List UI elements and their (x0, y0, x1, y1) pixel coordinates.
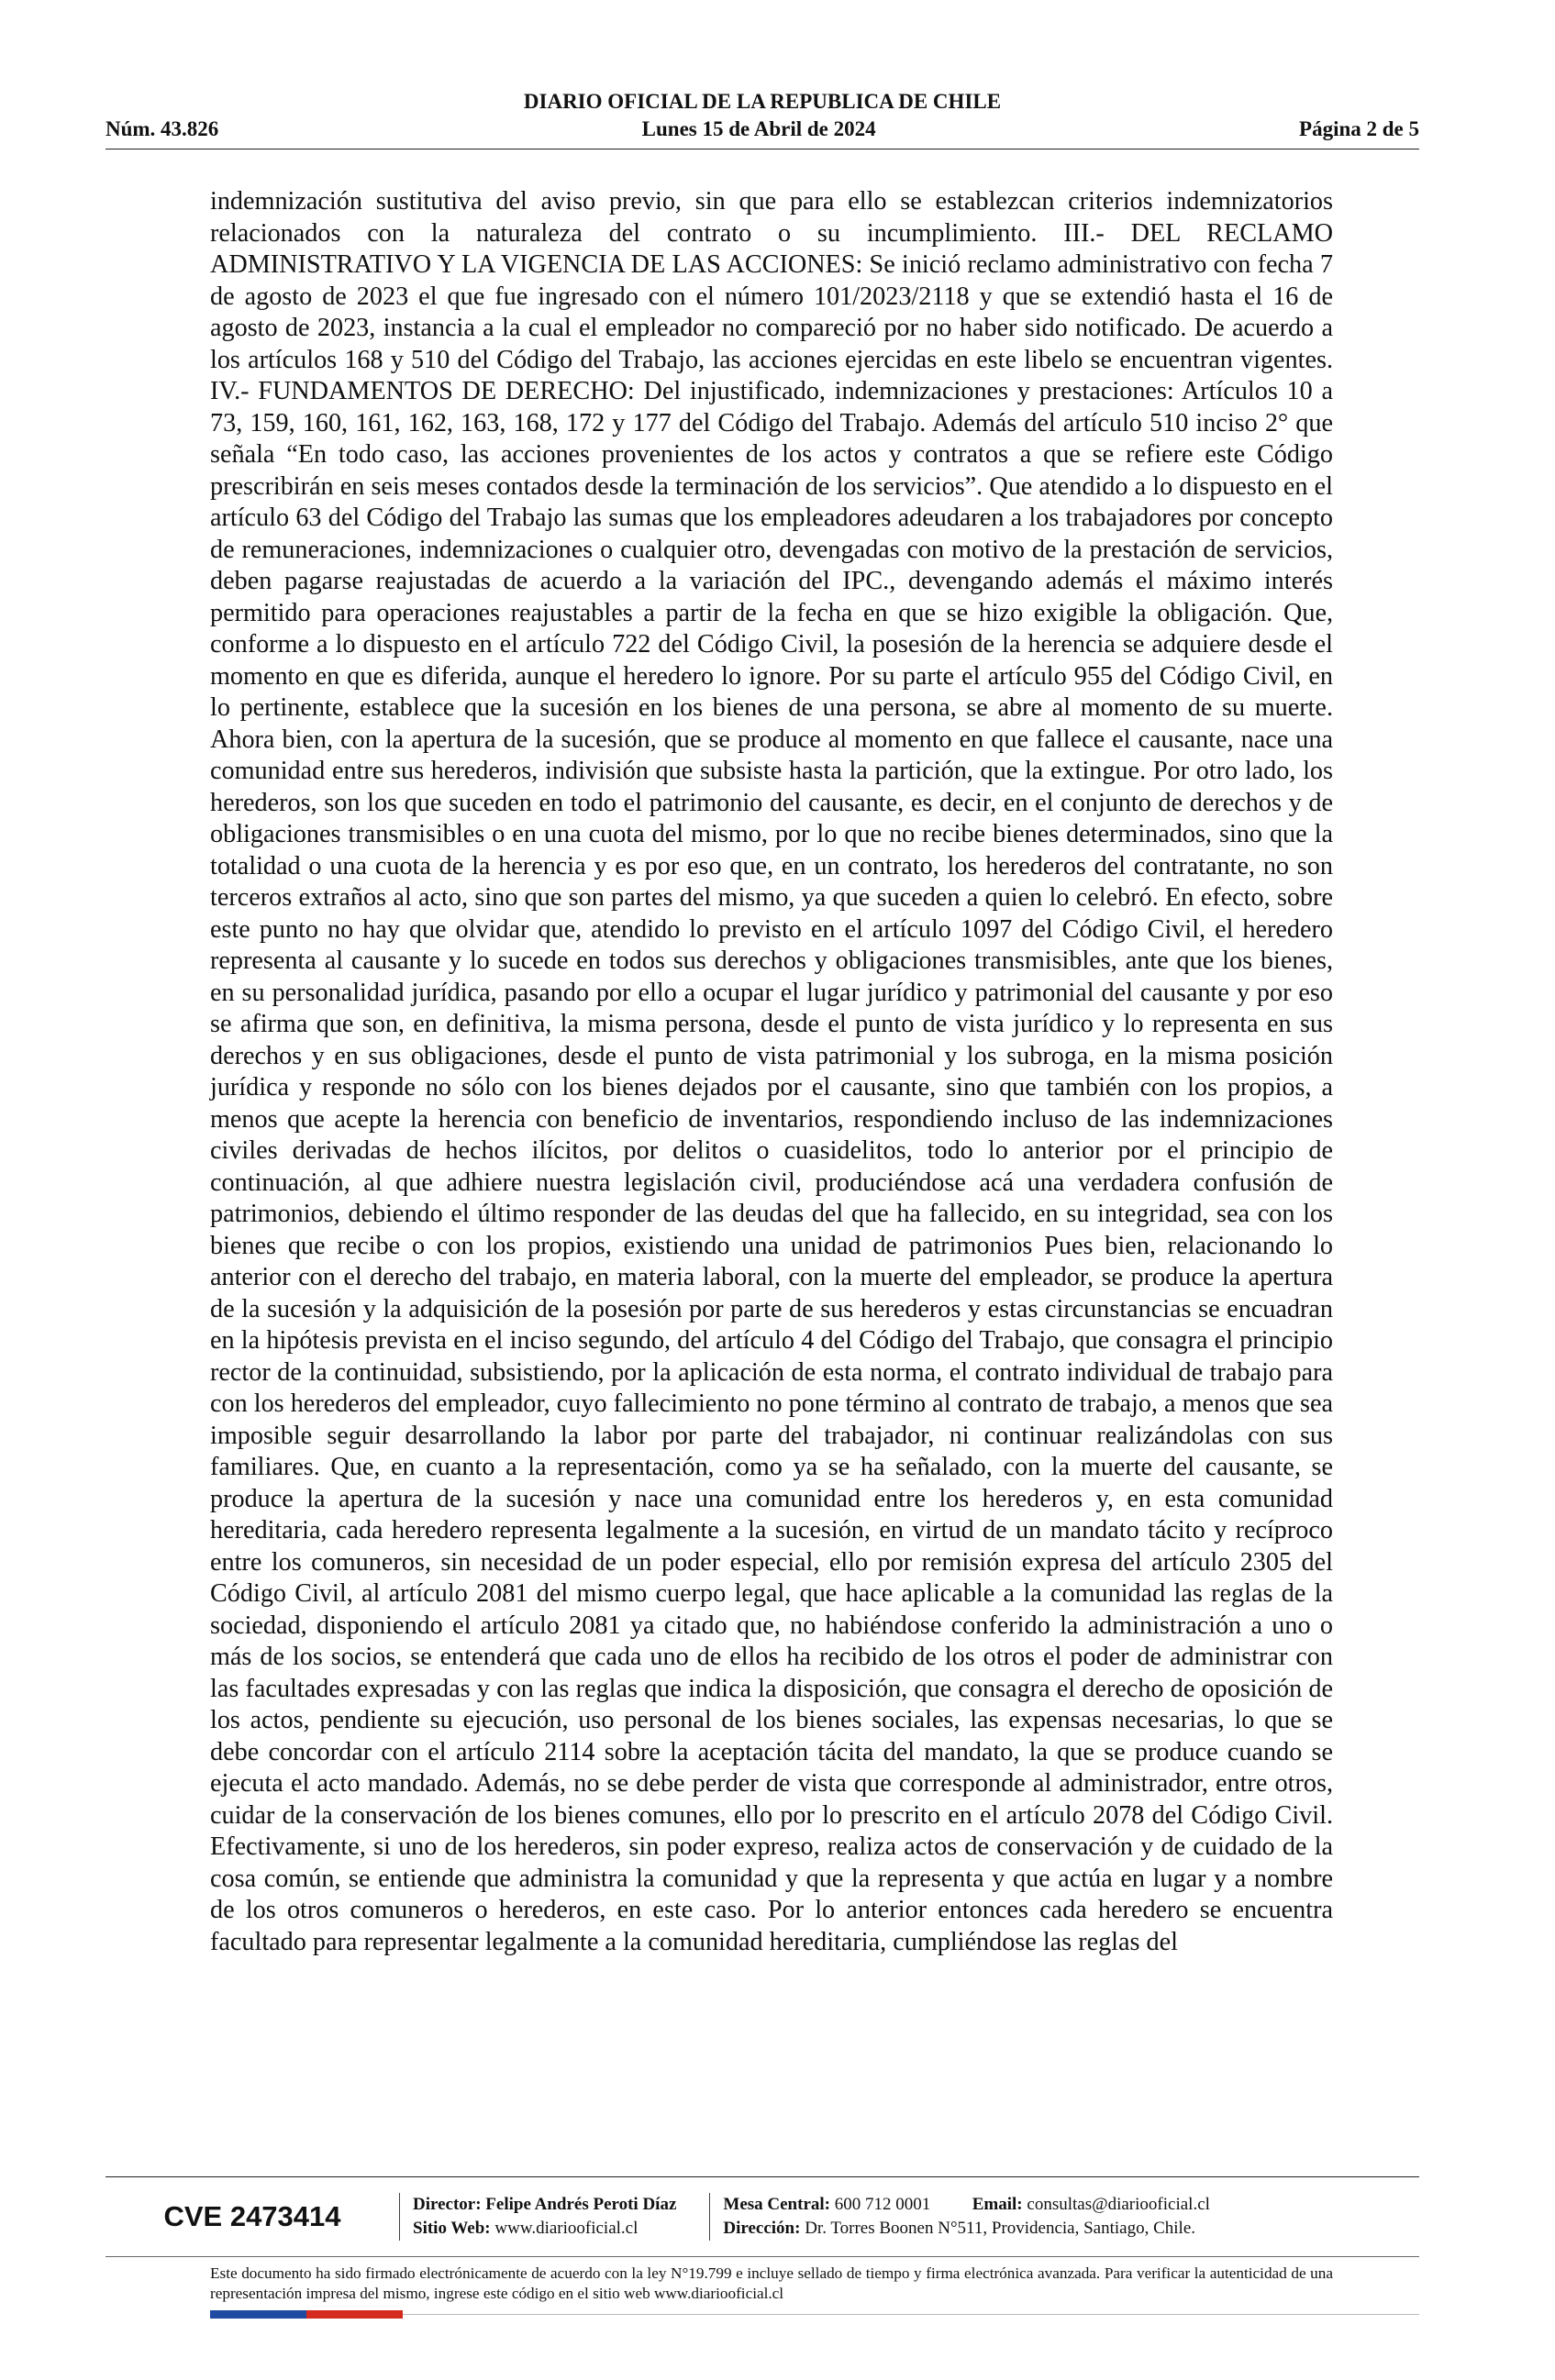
address-label: Dirección: (723, 2219, 801, 2238)
issue-date: Lunes 15 de Abril de 2024 (641, 117, 876, 140)
signature-disclaimer: Este documento ha sido firmado electrónicamente de acuerdo con la ley N°19.799 e incluye sellado de tiempo y firma electrónica avanzada. Para verificar la autenticidad de una representación impresa del mismo, ingrese este código en el sitio web www.diariooficial.cl (210, 2264, 1333, 2302)
address-text: Dr. Torres Boonen N°511, Providencia, Santiago, Chile. (805, 2219, 1195, 2238)
director-name: Felipe Andrés Peroti Díaz (485, 2195, 677, 2214)
director-label: Director: (413, 2195, 482, 2214)
chile-flag-stripe (210, 2310, 403, 2319)
cve-code: CVE 2473414 (163, 2200, 341, 2232)
flag-blue-segment (210, 2310, 306, 2319)
footer-separator (709, 2193, 710, 2241)
page-number: Página 2 de 5 (1299, 117, 1419, 140)
footer-director-block (413, 2193, 676, 2241)
body-paragraph: indemnización sustitutiva del aviso previo, sin que para ello se establezcan criterios indemnizatorios relacionados con la naturaleza del contrato o su incumplimiento. III.- DEL RECLAMO ADMINISTRATIVO Y LA VIGENCIA DE LAS ACCIONES: Se inició reclamo administrativo con fecha 7 de agosto de 2023 el que fue ingresado con el número 101/2023/2118 y que se extendió hasta el 16 de agosto de 2023, instancia a la cual el empleador no compareció por no haber sido notificado. De acuerdo a los artículos 168 y 510 del Código del Trabajo, las acciones ejercidas en este libelo se encuentran vigentes. IV.- FUNDAMENTOS DE DERECHO: Del injustificado, indemnizaciones y prestaciones: Artículos 10 a 73, 159, 160, 161, 162, 163, 168, 172 y 177 del Código del Trabajo. Además del artículo 510 inciso 2° que señala “En todo caso, las acciones provenientes de los actos y contratos a que se refiere este Código prescribirán en seis meses contados desde la terminación de los servicios”. Que atendido a lo dispuesto en el artículo 63 del Código del Trabajo las sumas que los empleadores adeudaren a los trabajadores por concepto de remuneraciones, indemnizaciones o cualquier otro, devengadas con motivo de la prestación de servicios, deben pagarse reajustadas de acuerdo a la variación del IPC., devengando además el máximo interés permitido para operaciones reajustables a partir de la fecha en que se hizo exigible la obligación. Que, conforme a lo dispuesto en el artículo 722 del Código Civil, la posesión de la herencia se adquiere desde el momento en que es diferida, aunque el heredero lo ignore. Por su parte el artículo 955 del Código Civil, en lo pertinente, establece que la sucesión en los bienes de una persona, se abre al momento de su muerte. Ahora bien, con la apertura de la sucesión, que se produce al momento en que fallece el causante, nace una comunidad entre sus herederos, indivisión que subsiste hasta la partición, que la extingue. Por otro lado, los herederos, son los que suceden en todo el patrimonio del causante, es decir, en el conjunto de derechos y de obligaciones transmisibles o en una cuota del mismo, por lo que no recibe bienes determinados, sino que la totalidad o una cuota de la herencia y es por eso que, en un contrato, los herederos del contratante, no son terceros extraños al acto, sino que son partes del mismo, ya que suceden a quien lo celebró. En efecto, sobre este punto no hay que olvidar que, atendido lo previsto en el artículo 1097 del Código Civil, el heredero representa al causante y lo sucede en todos sus derechos y obligaciones transmisibles, ante que los bienes, en su personalidad jurídica, pasando por ello a ocupar el lugar jurídico y patrimonial del causante y por eso se afirma que son, en definitiva, la misma persona, desde el punto de vista jurídico y lo representa en sus derechos y en sus obligaciones, desde el punto de vista patrimonial y los subroga, en la misma posición jurídica y responde no sólo con los bienes dejados por el causante, sino que también con los propios, a menos que acepte la herencia con beneficio de inventarios, respondiendo incluso de las indemnizaciones civiles derivadas de hechos ilícitos, por delitos o cuasidelitos, todo lo anterior por el principio de continuación, al que adhiere nuestra legislación civil, produciéndose acá una verdadera confusión de patrimonios, debiendo el último responder de las deudas del que ha fallecido, en su integridad, sea con los bienes que recibe o con los propios, existiendo una unidad de patrimonios Pues bien, relacionando lo anterior con el derecho del trabajo, en materia laboral, con la muerte del empleador, se produce la apertura de la sucesión y la adquisición de la posesión por parte de sus herederos y estas circunstancias se encuadran en la hipótesis prevista en el inciso segundo, del artículo 4 del Código del Trabajo, que consagra el principio rector de la continuidad, subsistiendo, por la aplicación de esta norma, el contrato individual de trabajo para con los herederos del empleador, cuyo fallecimiento no pone término al contrato de trabajo, a menos que sea imposible seguir desarrollando la labor por parte del trabajador, ni continuar realizándolas con sus familiares. Que, en cuanto a la representación, como ya se ha señalado, con la muerte del causante, se produce la apertura de la sucesión y nace una comunidad entre los herederos y, en esta comunidad hereditaria, cada heredero representa legalmente a la sucesión, en virtud de un mandato tácito y recíproco entre los comuneros, sin necesidad de un poder especial, ello por remisión expresa del artículo 2305 del Código Civil, al artículo 2081 del mismo cuerpo legal, que hace aplicable a la comunidad las reglas de la sociedad, disponiendo el artículo 2081 ya citado que, no habiéndose conferido la administración a uno o más de los socios, se entenderá que cada uno de ellos ha recibido de los otros el poder de administrar con las facultades expresadas y con las reglas que indica la disposición, que consagra el derecho de oposición de los actos, pendiente su ejecución, uso personal de los bienes sociales, las expensas necesarias, lo que se debe concordar con el artículo 2114 sobre la aceptación tácita del mandato, la que se produce cuando se ejecuta el acto mandado. Además, no se debe perder de vista que corresponde al administrador, entre otros, cuidar de la conservación de los bienes comunes, ello por lo prescrito en el artículo 2078 del Código Civil. Efectivamente, si uno de los herederos, sin poder expreso, realiza actos de conservación y de cuidado de la cosa común, se entiende que administra la comunidad y que la representa y que actúa en lugar y a nombre de los otros comuneros o herederos, en este caso. Por lo anterior entonces cada heredero se encuentra facultado para representar legalmente a la comunidad hereditaria, cumpliéndose las reglas del (210, 187, 1333, 1956)
footer-separator (399, 2193, 400, 2241)
footer-divider (106, 2176, 1419, 2177)
flag-red-segment (306, 2310, 403, 2319)
mesa-label: Mesa Central: (723, 2195, 830, 2214)
publication-title: DIARIO OFICIAL DE LA REPUBLICA DE CHILE (523, 90, 1002, 113)
disclaimer-divider (106, 2256, 1419, 2257)
bottom-rule (403, 2314, 1419, 2315)
mesa-phone: 600 712 0001 (834, 2195, 931, 2214)
website-link[interactable]: www.diariooficial.cl (494, 2219, 639, 2238)
website-label: Sitio Web: (413, 2219, 491, 2238)
footer-contact-block (723, 2193, 1210, 2241)
email-link[interactable]: consultas@diariooficial.cl (1027, 2195, 1210, 2214)
header-meta-row (106, 116, 1419, 143)
document-body (210, 186, 1333, 1958)
issue-number: Núm. 43.826 (106, 117, 219, 140)
page-footer (106, 2185, 1419, 2249)
page-header (106, 88, 1419, 149)
email-label: Email: (972, 2195, 1023, 2214)
